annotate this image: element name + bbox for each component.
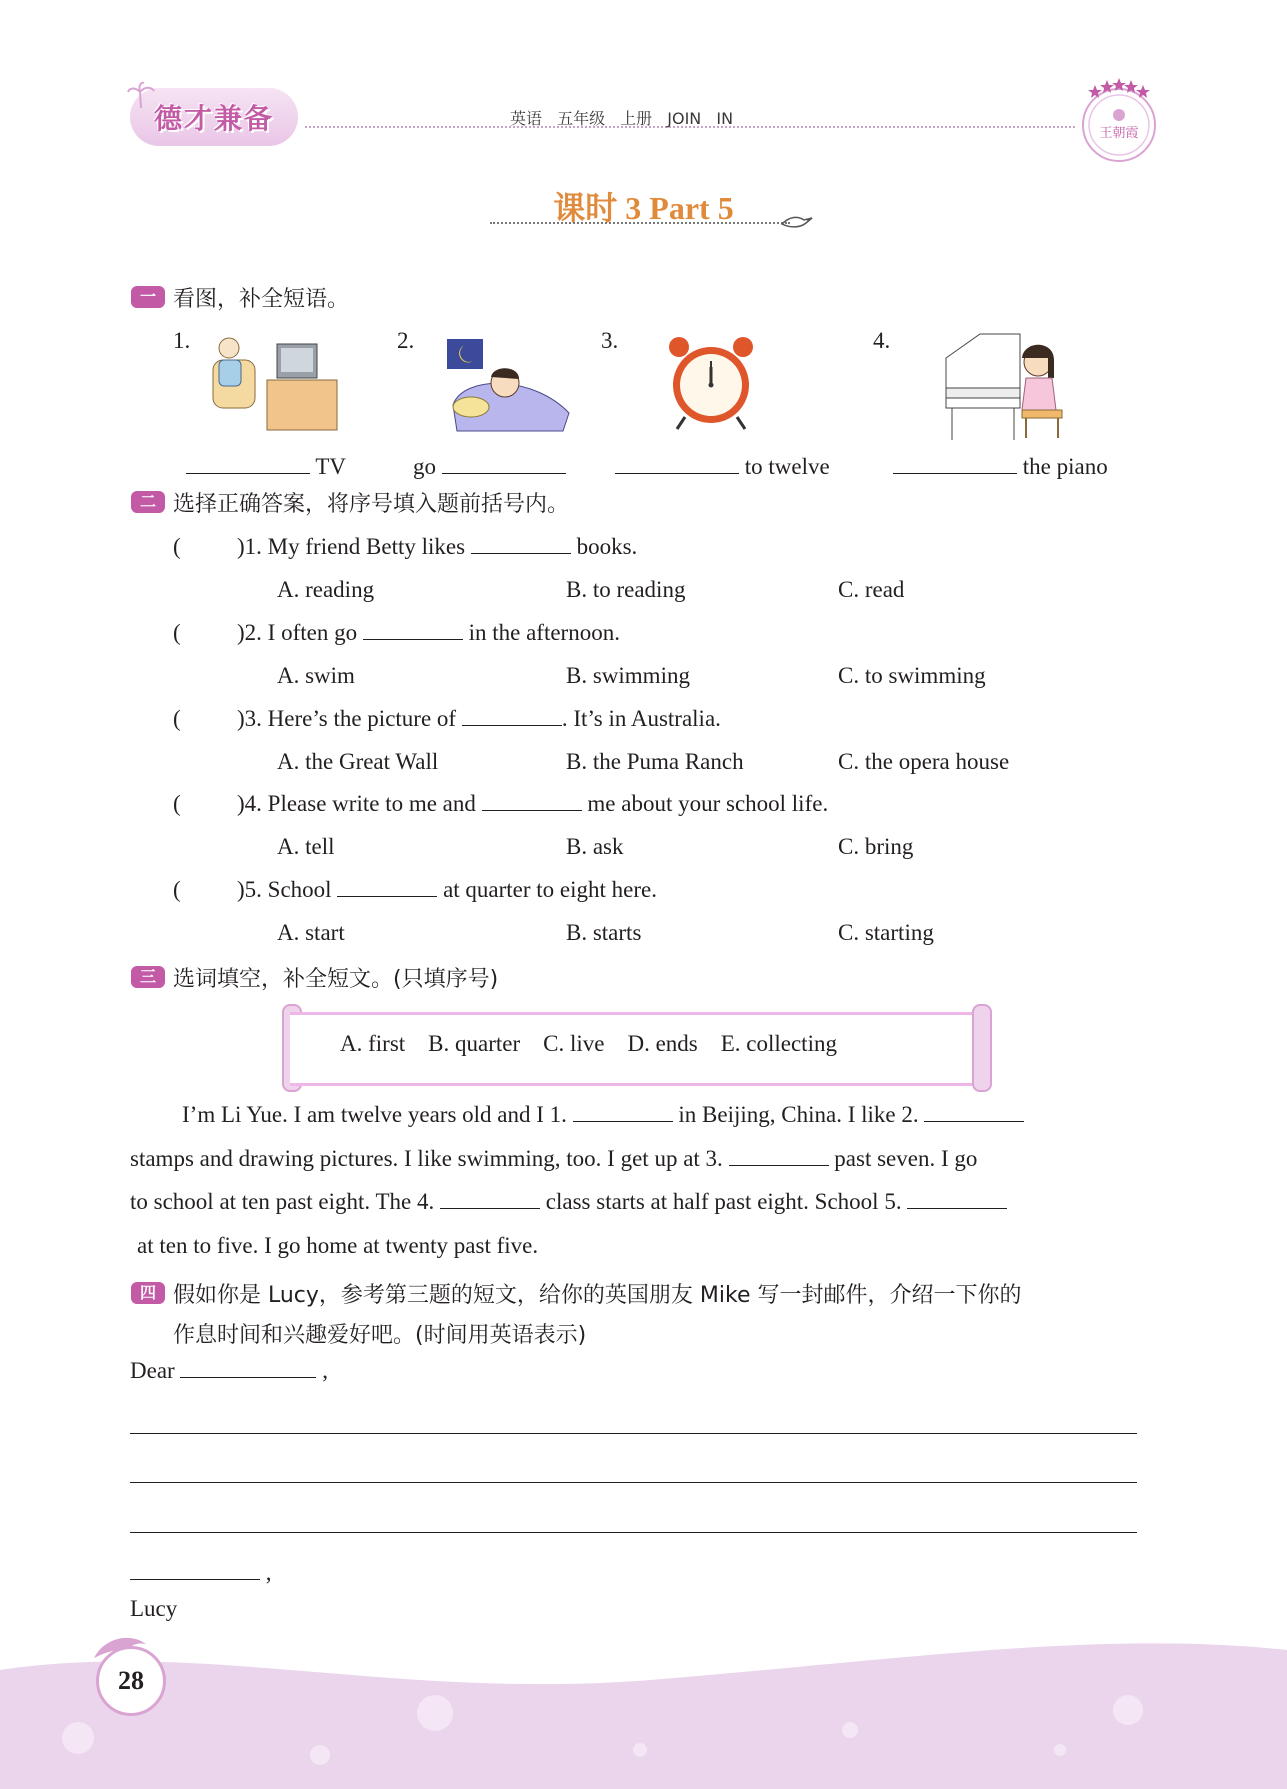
option-c: C. bring — [838, 834, 914, 859]
answer-blank[interactable] — [442, 472, 566, 474]
answer-blank[interactable] — [337, 895, 437, 897]
question-2: )2. I often go in the afternoon. — [237, 620, 620, 645]
option-c: C. read — [838, 577, 905, 602]
section4-instruction-line1: 假如你是 Lucy，参考第三题的短文，给你的英国朋友 Mike 写一封邮件，介绍一下你的 — [173, 1283, 1022, 1308]
option-b: B. the Puma Ranch — [566, 749, 744, 774]
scroll-roll-right — [972, 1004, 992, 1092]
recipient-blank[interactable] — [180, 1376, 316, 1378]
writing-line[interactable] — [130, 1482, 1137, 1483]
answer-bracket[interactable]: ( — [173, 706, 181, 731]
title-underline — [490, 222, 790, 224]
question-3: )3. Here’s the picture of . It’s in Australia. — [237, 706, 721, 731]
watching-tv-picture — [205, 332, 340, 437]
going-to-bed-picture — [443, 335, 573, 435]
header-subject-line: 英语 五年级 上册 JOIN IN — [510, 109, 734, 128]
passage-line-3: to school at ten past eight. The 4. class starts at half past eight. School 5. — [130, 1189, 1007, 1215]
phrase-3: to twelve — [615, 454, 830, 480]
answer-bracket[interactable]: ( — [173, 620, 181, 645]
section4-badge: 四 — [131, 1282, 165, 1304]
picture-item-number: 2. — [397, 328, 415, 353]
answer-blank[interactable] — [462, 724, 562, 726]
option-b: B. swimming — [566, 663, 690, 688]
question-4: )4. Please write to me and me about your school life. — [237, 791, 829, 816]
answer-blank[interactable] — [573, 1120, 673, 1122]
picture-item-number: 3. — [601, 328, 619, 353]
answer-blank[interactable] — [482, 809, 582, 811]
option-a: A. tell — [277, 834, 335, 859]
palm-tree-icon — [126, 80, 156, 110]
section2-badge: 二 — [131, 491, 165, 513]
signature: Lucy — [130, 1596, 178, 1621]
answer-blank[interactable] — [186, 472, 310, 474]
answer-bracket[interactable]: ( — [173, 791, 181, 816]
option-c: C. to swimming — [838, 663, 986, 688]
writing-line[interactable] — [130, 1532, 1137, 1533]
answer-blank[interactable] — [729, 1164, 829, 1166]
phrase-2: go — [413, 454, 566, 480]
page-number: 28 — [96, 1646, 166, 1716]
answer-blank[interactable] — [615, 472, 739, 474]
svg-text:王朝霞: 王朝霞 — [1099, 126, 1139, 141]
question-1: )1. My friend Betty likes books. — [237, 534, 638, 559]
word-bank: A. first B. quarter C. live D. ends E. collecting — [340, 1031, 837, 1056]
option-a: A. reading — [277, 577, 375, 602]
playing-piano-picture — [940, 328, 1070, 444]
answer-blank[interactable] — [471, 552, 571, 554]
section3-instruction: 选词填空，补全短文。(只填序号) — [173, 967, 499, 992]
option-b: B. starts — [566, 920, 642, 945]
phrase-1: TV — [186, 454, 346, 480]
section1-instruction: 看图，补全短语。 — [173, 287, 350, 312]
brand-text: 德才兼备 — [153, 102, 274, 135]
passage-line-2: stamps and drawing pictures. I like swimming, too. I get up at 3. past seven. I go — [130, 1146, 978, 1171]
section2-instruction: 选择正确答案，将序号填入题前括号内。 — [173, 492, 570, 517]
passage-line-4: at ten to five. I go home at twenty past five. — [137, 1233, 539, 1258]
answer-blank[interactable] — [363, 638, 463, 640]
section4-instruction-line2: 作息时间和兴趣爱好吧。(时间用英语表示) — [173, 1323, 587, 1348]
answer-blank[interactable] — [924, 1120, 1024, 1122]
option-c: C. the opera house — [838, 749, 1010, 774]
picture-item-number: 4. — [873, 328, 891, 353]
option-a: A. the Great Wall — [277, 749, 439, 774]
closing-line: , — [130, 1560, 272, 1586]
option-a: A. swim — [277, 663, 355, 688]
answer-blank[interactable] — [893, 472, 1017, 474]
answer-bracket[interactable]: ( — [173, 534, 181, 559]
closing-blank[interactable] — [130, 1578, 260, 1580]
section3-badge: 三 — [131, 966, 165, 988]
writing-line[interactable] — [130, 1433, 1137, 1434]
footer-background — [0, 1600, 1287, 1789]
passage-line-1: I’m Li Yue. I am twelve years old and I 1. in Beijing, China. I like 2. — [182, 1102, 1024, 1128]
bird-icon — [780, 210, 814, 232]
question-5: )5. School at quarter to eight here. — [237, 877, 657, 902]
option-c: C. starting — [838, 920, 934, 945]
section1-badge: 一 — [131, 286, 165, 308]
seal-stamp-icon — [1075, 75, 1163, 163]
lesson-title: 课时 3 Part 5 — [553, 190, 734, 226]
answer-blank[interactable] — [440, 1207, 540, 1209]
option-b: B. to reading — [566, 577, 686, 602]
answer-bracket[interactable]: ( — [173, 877, 181, 902]
option-b: B. ask — [566, 834, 624, 859]
alarm-clock-picture — [665, 333, 757, 433]
answer-blank[interactable] — [907, 1207, 1007, 1209]
option-a: A. start — [277, 920, 345, 945]
picture-item-number: 1. — [173, 328, 191, 353]
phrase-4: the piano — [893, 454, 1108, 480]
letter-greeting: Dear , — [130, 1358, 328, 1383]
